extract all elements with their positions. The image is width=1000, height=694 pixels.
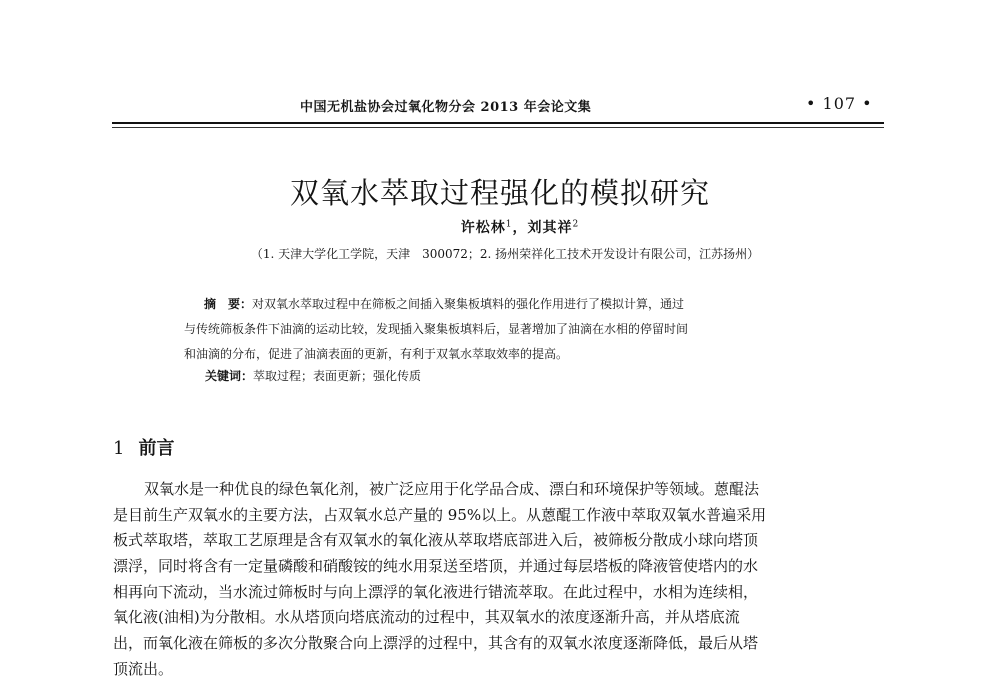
body-line: 双氧水是一种优良的绿色氧化剂，被广泛应用于化学品合成、漂白和环境保护等领域。蒽醌法 xyxy=(144,480,760,498)
keywords-label: 关键词： xyxy=(205,369,254,383)
body-line: 氧化液(油相)为分散相。水从塔顶向塔底流动的过程中，其双氧水的浓度逐渐升高，并从塔底流 xyxy=(113,608,740,627)
abstract-label: 摘 要： xyxy=(204,297,253,311)
body-line: 出，而氧化液在筛板的多次分散聚合向上漂浮的过程中，其含有的双氧水浓度逐渐降低，最后从塔 xyxy=(113,634,759,653)
author-1: 许松林 xyxy=(460,220,506,236)
body-line: 板式萃取塔，萃取工艺原理是含有双氧水的氧化液从萃取塔底部进入后，被筛板分散成小球向塔顶 xyxy=(113,531,759,550)
body-line: 是目前生产双氧水的主要方法，占双氧水总产量的 95%以上。从蒽醌工作液中萃取双氧水普遍采用 xyxy=(113,505,767,524)
header-rule-thick xyxy=(112,122,884,124)
abstract-text: 对双氧水萃取过程中在筛板之间插入聚集板填料的强化作用进行了模拟计算，通过 xyxy=(252,297,685,311)
abstract xyxy=(184,292,834,367)
affiliations: （1. 天津大学化工学院，天津 300072；2. 扬州荣祥化工技术开发设计有限公司，江苏扬州） xyxy=(250,247,760,261)
author-1-affil-mark: 1 xyxy=(505,219,513,230)
section-heading xyxy=(113,434,174,460)
body-line: 漂浮，同时将含有一定量磷酸和硝酸铵的纯水用泵送至塔顶，并通过每层塔板的降液管使塔内的水 xyxy=(113,557,759,576)
author-2-affil-mark: 2 xyxy=(572,219,580,230)
journal-title: 中国无机盐协会过氧化物分会 2013 年会论文集 xyxy=(300,100,592,115)
author-2: 刘其祥 xyxy=(527,220,573,236)
page-number: • 107 • xyxy=(806,94,873,113)
abstract-line: 与传统筛板条件下油滴的运动比较，发现插入聚集板填料后，显著增加了油滴在水相的停留时间 xyxy=(184,322,689,336)
keywords xyxy=(205,367,825,384)
abstract-line xyxy=(184,292,834,317)
header-rule-thin xyxy=(112,127,884,128)
body-line: 相再向下流动，当水流过筛板时与向上漂浮的氧化液进行错流萃取。在此过程中，水相为连续相， xyxy=(113,582,759,601)
article-title: 双氧水萃取过程强化的模拟研究 xyxy=(289,176,710,210)
authors xyxy=(420,217,620,237)
body-paragraph xyxy=(113,477,888,683)
abstract-line: 和油滴的分布，促进了油滴表面的更新，有利于双氧水萃取效率的提高。 xyxy=(184,347,569,361)
keywords-text: 萃取过程；表面更新；强化传质 xyxy=(253,369,422,383)
author-separator: ， xyxy=(512,220,528,236)
section-title: 前言 xyxy=(138,438,175,459)
body-line: 顶流出。 xyxy=(113,659,174,678)
running-header xyxy=(0,96,1000,120)
section-number: 1 xyxy=(113,438,125,459)
